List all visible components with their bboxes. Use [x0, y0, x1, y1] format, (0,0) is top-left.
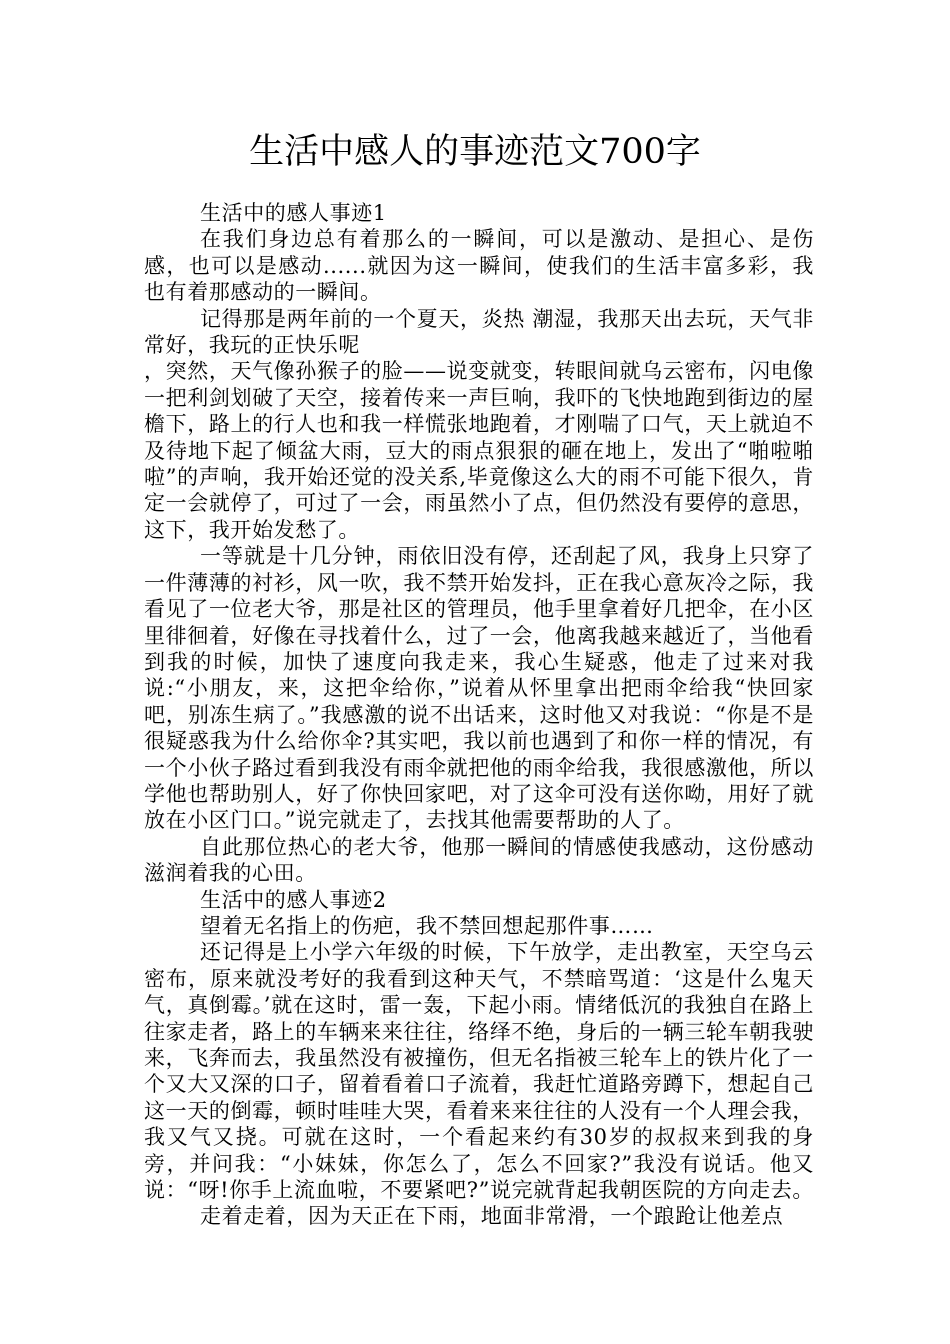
paragraph: 记得那是两年前的一个夏天，炎热 潮湿，我那天出去玩，天气非常好，我玩的正快乐呢 — [144, 306, 814, 358]
paragraph: 在我们身边总有着那么的一瞬间，可以是激动、是担心、是伤感，也可以是感动......就因为这一瞬间，使我们的生活丰富多彩，我也有着那感动的一瞬间。 — [144, 227, 814, 305]
section-heading: 生活中的感人事迹1 — [200, 201, 387, 225]
paragraph: 还记得是上小学六年级的时候，下午放学，走出教室，天空乌云密布，原来就没考好的我看到这种天气，不禁暗骂道：‘这是什么鬼天气，真倒霉。’就在这时，雷一轰，下起小雨。情绪低沉的我独自在路上往家走者，路上的车辆来来往往，络绎不绝，身后的一辆三轮车朝我驶来，飞奔而去，我虽然没有被撞伤，但无名指被三轮车上的铁片化了一个又大又深的口子，留着看着口子流着，我赶忙道路旁蹲下，想起自己这一天的倒霉，顿时哇哇大哭，看着来来往往的人没有一个人理会我，我又气又挠。可就在这时，一个看起来约有30岁的叔叔来到我的身旁，并问我：“小妹妹，你怎么了，怎么不回家?”我没有说话。他又说：“呀!你手上流血啦，不要紧吧?”说完就背起我朝医院的方向走去。 — [144, 940, 814, 1203]
section-heading: 生活中的感人事迹2 — [200, 887, 387, 912]
paragraph: ，突然，天气像孙猴子的脸——说变就变，转眼间就乌云密布，闪电像一把利剑划破了天空，接着传来一声巨响，我吓的飞快地跑到街边的屋檐下，路上的行人也和我一样慌张地跑着，才刚喘了口气，天上就迫不及待地下起了倾盆大雨，豆大的雨点狠狠的砸在地上，发出了“啪啦啪啦”的声响，我开始还觉的没关系,毕竟像这么大的雨不可能下很久，肯定一会就停了，可过了一会，雨虽然小了点，但仍然没有要停的意思，这下，我开始发愁了。 — [144, 359, 814, 542]
paragraph: 望着无名指上的伤疤，我不禁回想起那件事…… — [200, 913, 654, 938]
document-title: 生活中感人的事迹范文700字 — [249, 132, 701, 172]
paragraph: 一等就是十几分钟，雨依旧没有停，还刮起了风，我身上只穿了一件薄薄的衬衫，风一吹，我不禁开始发抖，正在我心意灰冷之际，我看见了一位老大爷，那是社区的管理员，他手里拿着好几把伞，在小区里徘徊着，好像在寻找着什么，过了一会，他离我越来越近了，当他看到我的时候，加快了速度向我走来，我心生疑惑，他走了过来对我说:“小朋友，来，这把伞给你，”说着从怀里拿出把雨伞给我“快回家吧，别冻生病了。”我感激的说不出话来，这时他又对我说：“你是不是很疑惑我为什么给你伞?其实吧，我以前也遇到了和你一样的情况，有一个小伙子路过看到我没有雨伞就把他的雨伞给我，我很感激他，所以学他也帮助别人，好了你快回家吧，对了这伞可没有送你呦，用好了就放在小区门口。”说完就走了，去找其他需要帮助的人了。 — [144, 544, 814, 833]
document-body — [144, 200, 814, 1230]
paragraph: 自此那位热心的老大爷，他那一瞬间的情感使我感动，这份感动滋润着我的心田。 — [144, 834, 814, 886]
paragraph: 走着走着，因为天正在下雨，地面非常滑，一个踉跄让他差点 — [200, 1204, 784, 1229]
